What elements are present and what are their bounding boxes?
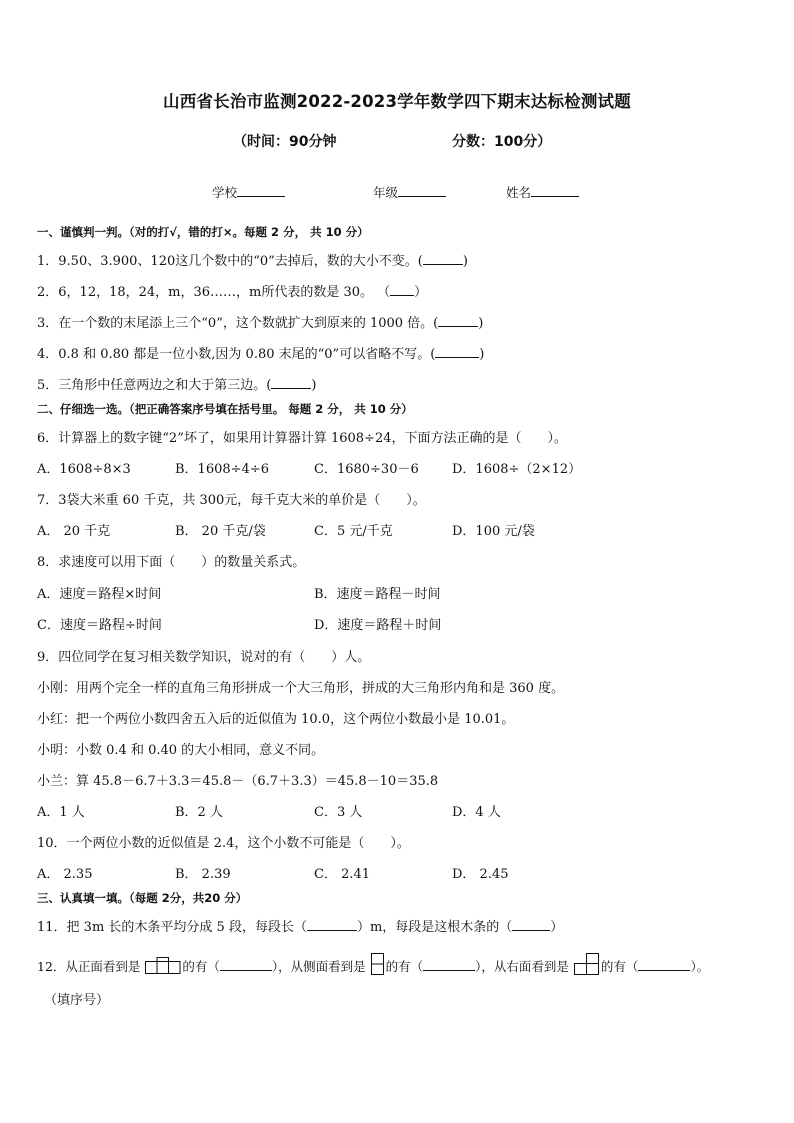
answer-blank: [638, 958, 690, 971]
right-view-squares-icon: [574, 953, 600, 975]
school-blank: [237, 185, 285, 197]
question-5: 5．三角形中任意两边之和大于第三边。( ): [37, 378, 317, 393]
q8-option-c: C．速度＝路程÷时间: [37, 618, 162, 633]
answer-blank: [271, 376, 311, 389]
question-2: 2．6，12，18，24，m，36……，m所代表的数是 30。 （ ）: [37, 285, 428, 300]
q10-option-c: C． 2.41: [314, 867, 371, 882]
school-field: [212, 183, 285, 201]
q9-option-a: A．1 人: [37, 805, 85, 820]
q9-statement-xiaogang: 小刚：用两个完全一样的直角三角形拼成一个大三角形，拼成的大三角形内角和是 360 度。: [37, 681, 565, 696]
q8-option-b: B．速度＝路程－时间: [314, 587, 441, 602]
q9-option-d: D．4 人: [452, 805, 501, 820]
answer-blank: [435, 345, 479, 358]
question-3: 3．在一个数的末尾添上三个“0”，这个数就扩大到原来的 1000 倍。( ): [37, 316, 484, 331]
question-7: 7．3袋大米重 60 千克，共 300元，每千克大米的单价是（ ）。: [37, 493, 426, 508]
q8-option-d: D．速度＝路程＋时间: [314, 618, 442, 633]
q10-option-d: D． 2.45: [452, 867, 509, 882]
answer-blank: [307, 918, 357, 931]
q6-option-b: B．1608÷4÷6: [175, 462, 269, 477]
page-title: 山西省长治市监测2022-2023学年数学四下期末达标检测试题: [163, 92, 631, 111]
side-view-two-squares-icon: [371, 953, 385, 975]
q12-note: （填序号）: [44, 993, 110, 1008]
question-11: 11．把 3m 长的木条平均分成 5 段，每段长（ ）m，每段是这根木条的（ ）: [37, 920, 564, 935]
q10-option-a: A． 2.35: [37, 867, 93, 882]
front-view-three-squares-icon: [145, 957, 181, 975]
section-3-heading: 三、认真填一填。（每题 2分，共20 分）: [37, 891, 248, 905]
q9-statement-xiaolan: 小兰：算 45.8－6.7＋3.3＝45.8－（6.7＋3.3）＝45.8－10＝35.8: [37, 774, 439, 789]
answer-blank: [512, 918, 550, 931]
q9-statement-xiaoming: 小明：小数 0.4 和 0.40 的大小相同，意义不同。: [37, 743, 325, 758]
section-2-heading: 二、仔细选一选。（把正确答案序号填在括号里。 每题 2 分， 共 10 分）: [37, 402, 413, 416]
question-6: 6．计算器上的数字键“2”坏了，如果用计算器计算 1608÷24，下面方法正确的是（ ）。: [37, 431, 567, 446]
q7-option-a: A． 20 千克: [37, 524, 111, 539]
name-label: 姓名: [506, 185, 532, 200]
q9-statement-xiaohong: 小红：把一个两位小数四舍五入后的近似值为 10.0，这个两位小数最小是 10.01。: [37, 712, 515, 727]
name-field: [506, 183, 579, 201]
question-12: 12．从正面看到是 的有（ ），从侧面看到是 的有（ ），从右面看到是 的有（ ）。: [37, 953, 709, 975]
answer-blank: [438, 314, 478, 327]
grade-field: [373, 183, 446, 201]
q8-option-a: A．速度＝路程×时间: [37, 587, 162, 602]
grade-blank: [398, 185, 446, 197]
question-9: 9．四位同学在复习相关数学知识，说对的有（ ）人。: [37, 650, 371, 665]
q9-option-b: B．2 人: [175, 805, 223, 820]
grade-label: 年级: [373, 185, 399, 200]
time-label: （时间：90分钟: [233, 134, 337, 150]
question-1: 1．9.50、3.900、120这几个数中的“0”去掉后，数的大小不变。( ): [37, 254, 468, 269]
q6-option-d: D．1608÷（2×12）: [452, 462, 582, 477]
q9-option-c: C．3 人: [314, 805, 363, 820]
question-10: 10．一个两位小数的近似值是 2.4，这个小数不可能是（ ）。: [37, 836, 410, 851]
name-blank: [531, 185, 579, 197]
q7-option-d: D．100 元/袋: [452, 524, 535, 539]
answer-blank: [423, 958, 475, 971]
q6-option-c: C．1680÷30－6: [314, 462, 419, 477]
answer-blank: [390, 283, 414, 296]
q7-option-c: C．5 元/千克: [314, 524, 393, 539]
answer-blank: [423, 252, 463, 265]
q10-option-b: B． 2.39: [175, 867, 231, 882]
answer-blank: [220, 958, 272, 971]
question-8: 8．求速度可以用下面（ ）的数量关系式。: [37, 555, 306, 570]
section-1-heading: 一、谨慎判一判。（对的打√，错的打×。每题 2 分， 共 10 分）: [37, 225, 369, 239]
school-label: 学校: [212, 185, 238, 200]
score-label: 分数：100分）: [452, 134, 552, 150]
question-4: 4．0.8 和 0.80 都是一位小数,因为 0.80 末尾的“0”可以省略不写。( ): [37, 347, 485, 362]
q6-option-a: A．1608÷8×3: [37, 462, 131, 477]
q7-option-b: B． 20 千克/袋: [175, 524, 266, 539]
